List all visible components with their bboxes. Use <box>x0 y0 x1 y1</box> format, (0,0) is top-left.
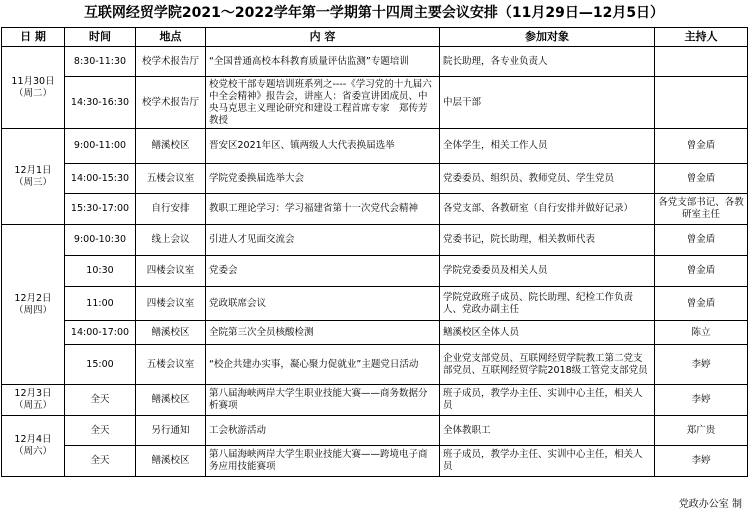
place-cell: 五楼会议室 <box>136 164 206 194</box>
table-row <box>2 164 748 194</box>
content-cell: 校党校干部专题培训班系列之----《学习党的十九届六中全会精神》报告会，讲座人：省委宣讲团成员、中央马克思主义理论研究和建设工程首席专家 郑传芳 教授 <box>206 77 440 129</box>
header-row <box>2 28 748 47</box>
attendees-cell: 鳝溪校区全体人员 <box>440 321 655 345</box>
host-cell: 陈立 <box>655 321 748 345</box>
host-cell: 曾金盾 <box>655 287 748 321</box>
host-cell <box>655 77 748 129</box>
attendees-cell: 学院党委委员及相关人员 <box>440 256 655 287</box>
header-attendees: 参加对象 <box>440 28 655 47</box>
date-cell <box>2 225 65 385</box>
host-cell: 郑广贵 <box>655 416 748 446</box>
place-cell: 四楼会议室 <box>136 287 206 321</box>
content-cell: “校企共建办实事，凝心聚力促就业”主题党日活动 <box>206 345 440 385</box>
host-cell <box>655 47 748 77</box>
content-cell: 第八届海峡两岸大学生职业技能大赛——跨境电子商务应用技能赛项 <box>206 446 440 477</box>
content-cell: 引进人才见面交流会 <box>206 225 440 256</box>
table-row <box>2 385 748 416</box>
host-cell: 曾金盾 <box>655 164 748 194</box>
content-cell: 工会秋游活动 <box>206 416 440 446</box>
weekday-label: （周六） <box>13 446 52 457</box>
content-cell: 党政联席会议 <box>206 287 440 321</box>
time-cell: 14:00-17:00 <box>65 321 136 345</box>
place-cell: 鳝溪校区 <box>136 385 206 416</box>
weekday-label: （周二） <box>13 87 52 99</box>
place-cell: 线上会议 <box>136 225 206 256</box>
content-cell: 教职工理论学习：学习福建省第十一次党代会精神 <box>206 194 440 225</box>
header-place: 地点 <box>136 28 206 47</box>
time-cell: 9:00-10:30 <box>65 225 136 256</box>
table-row <box>2 194 748 225</box>
attendees-cell: 学院党政班子成员、院长助理、纪检工作负责人、党政办副主任 <box>440 287 655 321</box>
attendees-cell: 班子成员，教学办主任、实训中心主任，相关人员 <box>440 446 655 477</box>
table-row <box>2 256 748 287</box>
content-cell: “全国普通高校本科教育质量评估监测”专题培训 <box>206 47 440 77</box>
time-cell: 14:30-16:30 <box>65 77 136 129</box>
header-content: 内 容 <box>206 28 440 47</box>
content-cell: 党委会 <box>206 256 440 287</box>
weekday-label: （周四） <box>13 304 52 316</box>
date-label: 12月4日 <box>14 434 52 445</box>
host-cell: 曾金盾 <box>655 129 748 164</box>
table-row <box>2 321 748 345</box>
place-cell: 鳝溪校区 <box>136 446 206 477</box>
header-host: 主持人 <box>655 28 748 47</box>
date-cell <box>2 129 65 225</box>
time-cell: 全天 <box>65 416 136 446</box>
time-cell: 10:30 <box>65 256 136 287</box>
host-cell: 李婷 <box>655 345 748 385</box>
date-cell <box>2 385 65 416</box>
attendees-cell: 党委委员、组织员、教师党员、学生党员 <box>440 164 655 194</box>
time-cell: 15:00 <box>65 345 136 385</box>
place-cell: 五楼会议室 <box>136 345 206 385</box>
time-cell: 9:00-11:00 <box>65 129 136 164</box>
attendees-cell: 全体学生，相关工作人员 <box>440 129 655 164</box>
host-cell: 李婷 <box>655 446 748 477</box>
table-row <box>2 446 748 477</box>
page-title: 互联网经贸学院2021～2022学年第一学期第十四周主要会议安排（11月29日—12月5日） <box>83 5 665 21</box>
place-cell: 自行安排 <box>136 194 206 225</box>
date-cell <box>2 47 65 129</box>
date-label: 11月30日 <box>11 75 55 87</box>
date-cell <box>2 416 65 477</box>
table-row <box>2 287 748 321</box>
content-cell: 学院党委换届选举大会 <box>206 164 440 194</box>
table-row <box>2 416 748 446</box>
date-label: 12月1日 <box>14 164 52 176</box>
table-row <box>2 225 748 256</box>
place-cell: 四楼会议室 <box>136 256 206 287</box>
schedule-table <box>1 27 748 477</box>
place-cell: 校学术报告厅 <box>136 77 206 129</box>
host-cell: 各党支部书记、各教研室主任 <box>655 194 748 225</box>
attendees-cell: 党委书记，院长助理，相关教师代表 <box>440 225 655 256</box>
content-cell: 第八届海峡两岸大学生职业技能大赛——商务数据分析赛项 <box>206 385 440 416</box>
weekday-label: （周五） <box>13 400 52 411</box>
time-cell: 全天 <box>65 446 136 477</box>
attendees-cell: 企业党支部党员、互联网经贸学院教工第二党支部党员、互联网经贸学院2018级工管党支部党员 <box>440 345 655 385</box>
weekday-label: （周三） <box>13 176 52 188</box>
time-cell: 全天 <box>65 385 136 416</box>
header-time: 时间 <box>65 28 136 47</box>
date-label: 12月2日 <box>14 292 52 304</box>
time-cell: 15:30-17:00 <box>65 194 136 225</box>
attendees-cell: 班子成员，教学办主任、实训中心主任，相关人员 <box>440 385 655 416</box>
content-cell: 晋安区2021年区、镇两级人大代表换届选举 <box>206 129 440 164</box>
time-cell: 14:00-15:30 <box>65 164 136 194</box>
table-row <box>2 129 748 164</box>
table-row <box>2 47 748 77</box>
host-cell: 曾金盾 <box>655 256 748 287</box>
footer-signature: 党政办公室 制 <box>678 499 742 510</box>
header-date: 日 期 <box>2 28 65 47</box>
place-cell: 另行通知 <box>136 416 206 446</box>
place-cell: 校学术报告厅 <box>136 47 206 77</box>
content-cell: 全院第三次全员核酸检测 <box>206 321 440 345</box>
table-row <box>2 345 748 385</box>
host-cell: 李婷 <box>655 385 748 416</box>
attendees-cell: 院长助理，各专业负责人 <box>440 47 655 77</box>
attendees-cell: 中层干部 <box>440 77 655 129</box>
attendees-cell: 各党支部、各教研室（自行安排并做好记录） <box>440 194 655 225</box>
place-cell: 鳝溪校区 <box>136 129 206 164</box>
table-row <box>2 77 748 129</box>
date-label: 12月3日 <box>14 388 52 399</box>
attendees-cell: 全体教职工 <box>440 416 655 446</box>
time-cell: 8:30-11:30 <box>65 47 136 77</box>
place-cell: 鳝溪校区 <box>136 321 206 345</box>
host-cell: 曾金盾 <box>655 225 748 256</box>
time-cell: 11:00 <box>65 287 136 321</box>
